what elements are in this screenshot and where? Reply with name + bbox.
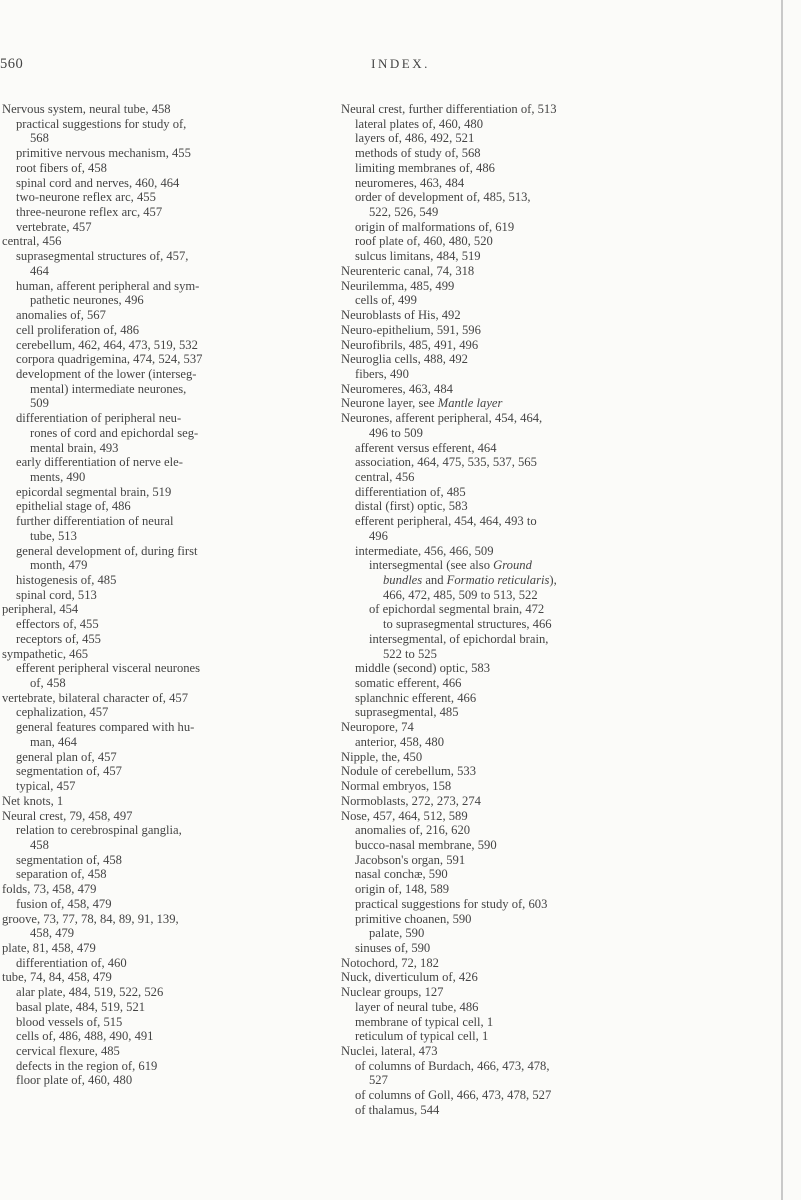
index-entry: cervical flexure, 485 <box>16 1044 120 1058</box>
index-entry: practical suggestions for study of, <box>16 116 187 131</box>
index-entry: 568 <box>30 131 49 146</box>
index-entry: Neurofibrils, 485, 491, 496 <box>341 337 479 352</box>
index-entry: tube, 74, 84, 458, 479 <box>2 970 112 985</box>
index-entry: of, 458 <box>30 676 66 691</box>
index-entry: corpora quadrigemina, 474, 524, 537 <box>16 352 203 367</box>
index-entry: efferent peripheral visceral neurones <box>16 661 201 676</box>
index-entry: differentiation of, 485 <box>355 484 466 499</box>
index-entry: suprasegmental structures of, 457, <box>16 249 189 264</box>
index-entry: central, 456 <box>355 469 415 484</box>
index-entry: cerebellum, 462, 464, 473, 519, 532 <box>16 337 198 352</box>
index-entry: Neural crest, further differentiation of, 513 <box>341 102 557 116</box>
index-entry: afferent versus efferent, 464 <box>355 440 497 455</box>
index-entry: neuromeres, 463, 484 <box>355 175 465 190</box>
index-entry: membrane of typical cell, 1 <box>355 1014 494 1029</box>
index-entry: Normoblasts, 272, 273, 274 <box>341 793 481 808</box>
index-entry: anterior, 458, 480 <box>355 734 445 749</box>
index-entry: fusion of, 458, 479 <box>16 896 112 911</box>
index-entry: cells of, 499 <box>355 293 417 308</box>
index-entry: epithelial stage of, 486 <box>16 499 131 514</box>
index-entry: Notochord, 72, 182 <box>341 955 439 970</box>
index-entry: Neurone layer, see Mantle layer <box>341 396 503 411</box>
index-entry: general features compared with hu- <box>16 720 195 735</box>
index-entry: palate, 590 <box>369 926 425 941</box>
index-entry: splanchnic efferent, 466 <box>355 690 477 705</box>
index-entry: two-neurone reflex arc, 455 <box>16 190 156 205</box>
index-entry: early differentiation of nerve ele- <box>16 455 183 470</box>
index-entry: cells of, 486, 488, 490, 491 <box>16 1029 154 1044</box>
index-entry: bucco-nasal membrane, 590 <box>355 837 497 852</box>
index-entry: three-neurone reflex arc, 457 <box>16 205 163 220</box>
index-entry: intersegmental, of epichordal brain, <box>369 631 549 646</box>
index-entry: Neurilemma, 485, 499 <box>341 278 455 293</box>
index-entry: Jacobson's organ, 591 <box>355 852 466 867</box>
index-entry: Neuromeres, 463, 484 <box>341 381 453 396</box>
index-entry: pathetic neurones, 496 <box>30 293 144 308</box>
index-entry: to suprasegmental structures, 466 <box>383 617 552 632</box>
index-entry: Normal embryos, 158 <box>341 779 452 794</box>
index-entry: nasal conchæ, 590 <box>355 867 448 882</box>
index-entry: Neuro-epithelium, 591, 596 <box>341 322 481 337</box>
index-entry: sympathetic, 465 <box>2 646 89 661</box>
index-entry: of columns of Goll, 466, 473, 478, 527 <box>355 1088 552 1103</box>
index-entry: intersegmental (see also Ground <box>369 558 532 573</box>
index-entry: middle (second) optic, 583 <box>355 661 491 676</box>
index-entry: cell proliferation of, 486 <box>16 322 140 337</box>
index-entry: differentiation of peripheral neu- <box>16 411 182 426</box>
index-entry: tube, 513 <box>30 528 77 543</box>
index-entry: anomalies of, 567 <box>16 308 106 323</box>
index-entry: methods of study of, 568 <box>355 146 481 161</box>
index-entry: month, 479 <box>30 558 88 573</box>
index-entry: central, 456 <box>2 234 62 249</box>
index-entry: spinal cord and nerves, 460, 464 <box>16 175 180 190</box>
index-entry: defects in the region of, 619 <box>16 1058 158 1073</box>
page-title: INDEX. <box>371 56 430 71</box>
index-entry: distal (first) optic, 583 <box>355 499 468 514</box>
index-entry: Neuroblasts of His, 492 <box>341 308 461 323</box>
index-entry: fibers, 490 <box>355 366 409 381</box>
index-entry: segmentation of, 457 <box>16 764 122 779</box>
index-entry: alar plate, 484, 519, 522, 526 <box>16 985 164 1000</box>
index-entry: Net knots, 1 <box>2 793 64 808</box>
index-entry: receptors of, 455 <box>16 631 101 646</box>
index-entry: floor plate of, 460, 480 <box>16 1073 133 1088</box>
index-entry: epicordal segmental brain, 519 <box>16 484 172 499</box>
page-number: 560 <box>0 56 24 72</box>
index-entry: relation to cerebrospinal ganglia, <box>16 823 182 838</box>
index-entry: typical, 457 <box>16 779 76 794</box>
index-entry: origin of malformations of, 619 <box>355 219 515 234</box>
index-entry: rones of cord and epichordal seg- <box>30 425 199 440</box>
index-entry: anomalies of, 216, 620 <box>355 823 471 838</box>
index-entry: Nuck, diverticulum of, 426 <box>341 970 478 985</box>
index-entry: of epichordal segmental brain, 472 <box>369 602 545 617</box>
index-entry: mental) intermediate neurones, <box>30 381 187 396</box>
index-entry: suprasegmental, 485 <box>355 705 459 720</box>
page-header <box>0 56 801 80</box>
index-entry: sinuses of, 590 <box>355 940 431 955</box>
index-entry: Neuropore, 74 <box>341 720 414 735</box>
index-entry: man, 464 <box>30 734 77 749</box>
index-entry: association, 464, 475, 535, 537, 565 <box>355 455 537 470</box>
index-entry: development of the lower (interseg- <box>16 366 197 381</box>
index-entry: layer of neural tube, 486 <box>355 999 479 1014</box>
index-entry: bundles and Formatio reticularis), <box>383 573 557 587</box>
index-entry: 458 <box>30 837 49 852</box>
index-entry: separation of, 458 <box>16 867 107 882</box>
index-entry: layers of, 486, 492, 521 <box>355 131 475 146</box>
index-entry: root fibers of, 458 <box>16 160 107 175</box>
index-entry: 464 <box>30 263 49 278</box>
index-entry: segmentation of, 458 <box>16 852 122 867</box>
index-entry: lateral plates of, 460, 480 <box>355 116 483 131</box>
index-entry: differentiation of, 460 <box>16 955 127 970</box>
index-entry: sulcus limitans, 484, 519 <box>355 249 481 264</box>
index-entry: general plan of, 457 <box>16 749 117 764</box>
index-entry: 458, 479 <box>30 926 75 941</box>
index-entry: ments, 490 <box>30 469 86 484</box>
index-entry: intermediate, 456, 466, 509 <box>355 543 494 558</box>
index-entry: 466, 472, 485, 509 to 513, 522 <box>383 587 538 602</box>
index-entry: histogenesis of, 485 <box>16 573 117 587</box>
index-entry: Neurones, afferent peripheral, 454, 464, <box>341 411 543 426</box>
index-entry: general development of, during first <box>16 543 198 558</box>
index-entry: 496 to 509 <box>369 425 423 440</box>
index-entry: folds, 73, 458, 479 <box>2 882 97 897</box>
index-entry: further differentiation of neural <box>16 514 174 529</box>
page-edge-rule <box>781 0 783 1200</box>
index-entry: Neurenteric canal, 74, 318 <box>341 263 475 278</box>
index-entry: 522, 526, 549 <box>369 205 439 220</box>
index-entry: Neuroglia cells, 488, 492 <box>341 352 468 367</box>
index-entry: roof plate of, 460, 480, 520 <box>355 234 493 249</box>
index-entry: 522 to 525 <box>383 646 437 661</box>
index-entry: mental brain, 493 <box>30 440 119 455</box>
index-entry: 509 <box>30 396 49 411</box>
index-entry: primitive choanen, 590 <box>355 911 472 926</box>
index-entry: reticulum of typical cell, 1 <box>355 1029 489 1044</box>
index-entry: cephalization, 457 <box>16 705 109 720</box>
index-entry: origin of, 148, 589 <box>355 882 450 897</box>
index-column-left <box>2 102 332 1088</box>
index-entry: Nodule of cerebellum, 533 <box>341 764 476 779</box>
index-entry: vertebrate, bilateral character of, 457 <box>2 690 188 705</box>
index-entry: Nuclear groups, 127 <box>341 985 444 1000</box>
index-entry: order of development of, 485, 513, <box>355 190 531 205</box>
index-entry: Nipple, the, 450 <box>341 749 423 764</box>
index-entry: plate, 81, 458, 479 <box>2 940 96 955</box>
index-entry: somatic efferent, 466 <box>355 676 462 691</box>
index-entry: Nuclei, lateral, 473 <box>341 1044 438 1058</box>
index-entry: limiting membranes of, 486 <box>355 160 495 175</box>
index-entry: human, afferent peripheral and sym- <box>16 278 200 293</box>
index-entry: 527 <box>369 1073 388 1088</box>
index-column-right <box>341 102 686 1118</box>
index-entry: 496 <box>369 528 388 543</box>
index-entry: peripheral, 454 <box>2 602 79 617</box>
index-entry: Nervous system, neural tube, 458 <box>2 102 171 116</box>
index-entry: groove, 73, 77, 78, 84, 89, 91, 139, <box>2 911 179 926</box>
index-entry: practical suggestions for study of, 603 <box>355 896 548 911</box>
index-entry: primitive nervous mechanism, 455 <box>16 146 191 161</box>
index-entry: basal plate, 484, 519, 521 <box>16 999 146 1014</box>
index-entry: spinal cord, 513 <box>16 587 97 602</box>
index-entry: Neural crest, 79, 458, 497 <box>2 808 133 823</box>
index-entry: blood vessels of, 515 <box>16 1014 123 1029</box>
index-entry: of columns of Burdach, 466, 473, 478, <box>355 1058 550 1073</box>
index-entry: efferent peripheral, 454, 464, 493 to <box>355 514 537 529</box>
index-entry: effectors of, 455 <box>16 617 99 632</box>
index-entry: of thalamus, 544 <box>355 1102 440 1117</box>
index-entry: Nose, 457, 464, 512, 589 <box>341 808 468 823</box>
index-entry: vertebrate, 457 <box>16 219 92 234</box>
